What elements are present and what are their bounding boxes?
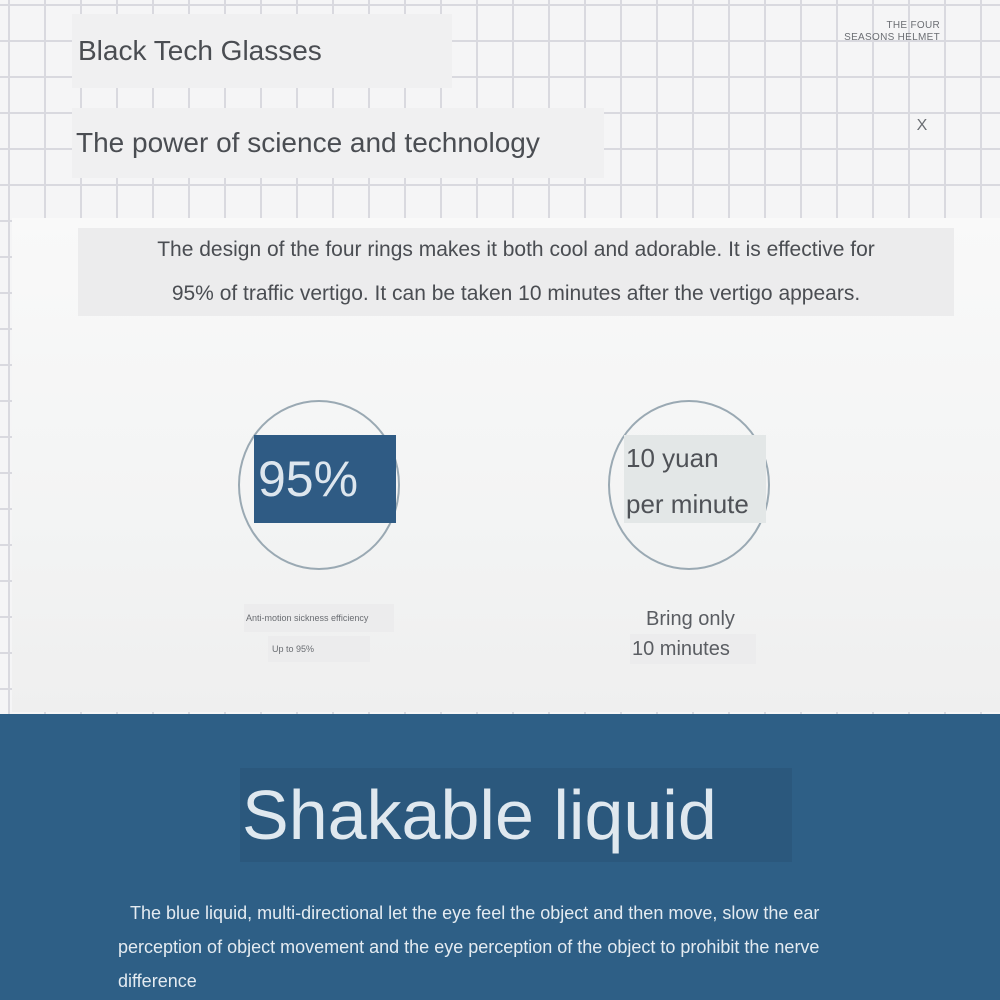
efficiency-label: Anti-motion sickness efficiency (244, 604, 394, 632)
page-subtitle: The power of science and technology (72, 108, 604, 178)
efficiency-sublabel: Up to 95% (268, 636, 370, 662)
brand-line-1: THE FOUR (886, 20, 940, 31)
feature-line-1: The blue liquid, multi-directional let the eye feel the object and then move, slow the ear (130, 903, 820, 923)
duration-label: Bring only (646, 608, 735, 630)
price-stat (624, 435, 766, 523)
price-stat-line-1: 10 yuan (626, 443, 719, 473)
feature-line-2: perception of object movement and the eye perception of the object to prohibit the nerve (118, 937, 820, 957)
intro-line-2: 95% of traffic vertigo. It can be taken 10 minutes after the vertigo appears. (171, 282, 861, 305)
efficiency-stat: 95% (254, 435, 396, 523)
page-title: Black Tech Glasses (72, 14, 452, 88)
intro-description (78, 228, 954, 316)
brand-line-2: SEASONS HELMET (844, 32, 940, 43)
brand-logo (820, 20, 940, 44)
duration-sublabel: 10 minutes (630, 634, 756, 664)
intro-line-1: The design of the four rings makes it both cool and adorable. It is effective for (157, 238, 875, 261)
feature-line-3: difference (118, 971, 197, 991)
feature-headline: Shakable liquid (240, 768, 792, 862)
feature-description (118, 896, 938, 998)
close-icon[interactable]: X (916, 117, 928, 134)
price-stat-line-2: per minute (626, 489, 749, 519)
